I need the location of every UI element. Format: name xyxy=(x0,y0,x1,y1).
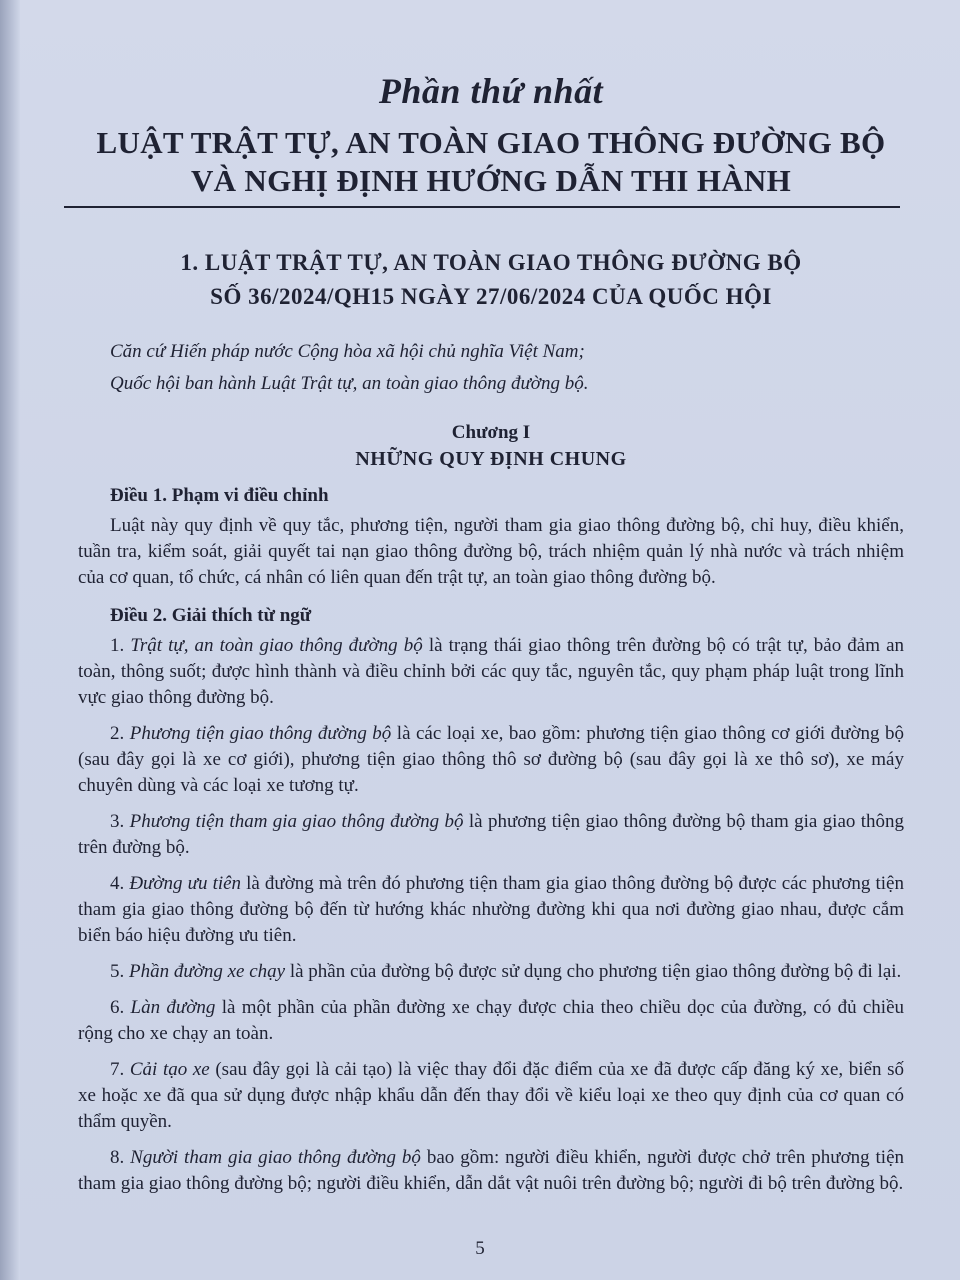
definition-text: là các loại xe, bao gồm: phương tiện giao thông cơ giới đường bộ (sau đây gọi là xe cơ giới), phương tiện giao thông thô sơ đường bộ (sau đây gọi là xe thô sơ), xe máy chuyên dùng và các loại xe tương tự. xyxy=(78,723,904,796)
preamble-line-2: Quốc hội ban hành Luật Trật tự, an toàn giao thông đường bộ. xyxy=(110,373,589,394)
item-number: 3. xyxy=(110,811,125,832)
definition-item xyxy=(78,1145,904,1197)
item-number: 4. xyxy=(110,873,125,894)
definition-item xyxy=(78,995,904,1047)
book-spine xyxy=(0,0,20,1280)
definition-text: là một phần của phần đường xe chạy được chia theo chiều dọc của đường, có đủ chiều rộng cho xe chạy an toàn. xyxy=(78,997,905,1044)
section-title-line-1: 1. LUẬT TRẬT TỰ, AN TOÀN GIAO THÔNG ĐƯỜNG BỘ xyxy=(180,250,802,275)
definition-item xyxy=(78,633,904,711)
part-title: Phần thứ nhất xyxy=(378,71,604,111)
item-number: 7. xyxy=(110,1059,125,1080)
preamble xyxy=(78,336,904,400)
defined-term: Phần đường xe chạy xyxy=(129,961,286,982)
item-number: 8. xyxy=(110,1147,125,1168)
definition-text: là phương tiện giao thông đường bộ tham gia giao thông trên đường bộ. xyxy=(78,811,905,858)
preamble-line-1: Căn cứ Hiến pháp nước Cộng hòa xã hội chủ nghĩa Việt Nam; xyxy=(110,341,585,362)
section-title xyxy=(78,246,904,314)
definition-item xyxy=(78,721,904,799)
defined-term: Đường ưu tiên xyxy=(129,873,242,894)
defined-term: Trật tự, an toàn giao thông đường bộ xyxy=(130,635,423,656)
definition-item xyxy=(78,871,904,949)
article-1-text: Luật này quy định về quy tắc, phương tiện, người tham gia giao thông đường bộ, chỉ huy, điều khiển, tuần tra, kiểm soát, giải quyết tai nạn giao thông đường bộ, trách nhiệm quản lý nhà nước và trách nhiệm của cơ quan, tổ chức, cá nhân có liên quan đến trật tự, an toàn giao thông đường bộ. xyxy=(78,515,904,588)
definition-text: (sau đây gọi là cải tạo) là việc thay đổi đặc điểm của xe đã được cấp đăng ký xe, biển số xe hoặc xe đã qua sử dụng được nhập khẩu dẫn đến thay đổi về kiểu loại xe theo quy định của cơ quan có thẩm quyền. xyxy=(78,1059,904,1132)
page-number: 5 xyxy=(475,1238,485,1259)
definition-item xyxy=(78,1057,904,1135)
defined-term: Làn đường xyxy=(130,997,216,1018)
definition-item xyxy=(78,809,904,861)
item-number: 5. xyxy=(110,961,125,982)
item-number: 1. xyxy=(110,635,125,656)
article-2-heading: Điều 2. Giải thích từ ngữ xyxy=(110,605,312,626)
defined-term: Cải tạo xe xyxy=(129,1059,210,1080)
defined-term: Phương tiện giao thông đường bộ xyxy=(129,723,392,744)
law-title-line-1: LUẬT TRẬT TỰ, AN TOÀN GIAO THÔNG ĐƯỜNG BỘ xyxy=(96,125,886,160)
defined-term: Phương tiện tham gia giao thông đường bộ xyxy=(129,811,464,832)
title-divider xyxy=(64,206,900,208)
defined-term: Người tham gia giao thông đường bộ xyxy=(130,1147,421,1168)
page-content xyxy=(78,70,904,1207)
chapter-label: Chương I xyxy=(451,422,531,443)
definition-text: bao gồm: người điều khiển, người được chở trên phương tiện tham gia giao thông đường bộ; người điều khiển, dẫn dắt vật nuôi trên đường bộ; người đi bộ trên đường bộ. xyxy=(78,1147,905,1194)
chapter-name: NHỮNG QUY ĐỊNH CHUNG xyxy=(355,448,627,470)
definition-item xyxy=(78,959,904,985)
article-1-heading: Điều 1. Phạm vi điều chỉnh xyxy=(110,485,329,506)
section-title-line-2: SỐ 36/2024/QH15 NGÀY 27/06/2024 CỦA QUỐC HỘI xyxy=(210,284,772,309)
definition-text: là đường mà trên đó phương tiện tham gia giao thông đường bộ được các phương tiện tham gia giao thông đường bộ đến từ hướng khác nhường đường khi qua nơi đường giao nhau, được cắm biển báo hiệu đường ưu tiên. xyxy=(78,873,904,946)
item-number: 2. xyxy=(110,723,125,744)
definition-text: là trạng thái giao thông trên đường bộ có trật tự, bảo đảm an toàn, thông suốt; được hình thành và điều chỉnh bởi các quy tắc, nguyên tắc, quy phạm pháp luật trong lĩnh vực giao thông đường bộ. xyxy=(78,635,905,708)
definition-text: là phần của đường bộ được sử dụng cho phương tiện giao thông đường bộ đi lại. xyxy=(289,961,902,982)
law-title-line-2: VÀ NGHỊ ĐỊNH HƯỚNG DẪN THI HÀNH xyxy=(190,163,792,198)
item-number: 6. xyxy=(110,997,125,1018)
